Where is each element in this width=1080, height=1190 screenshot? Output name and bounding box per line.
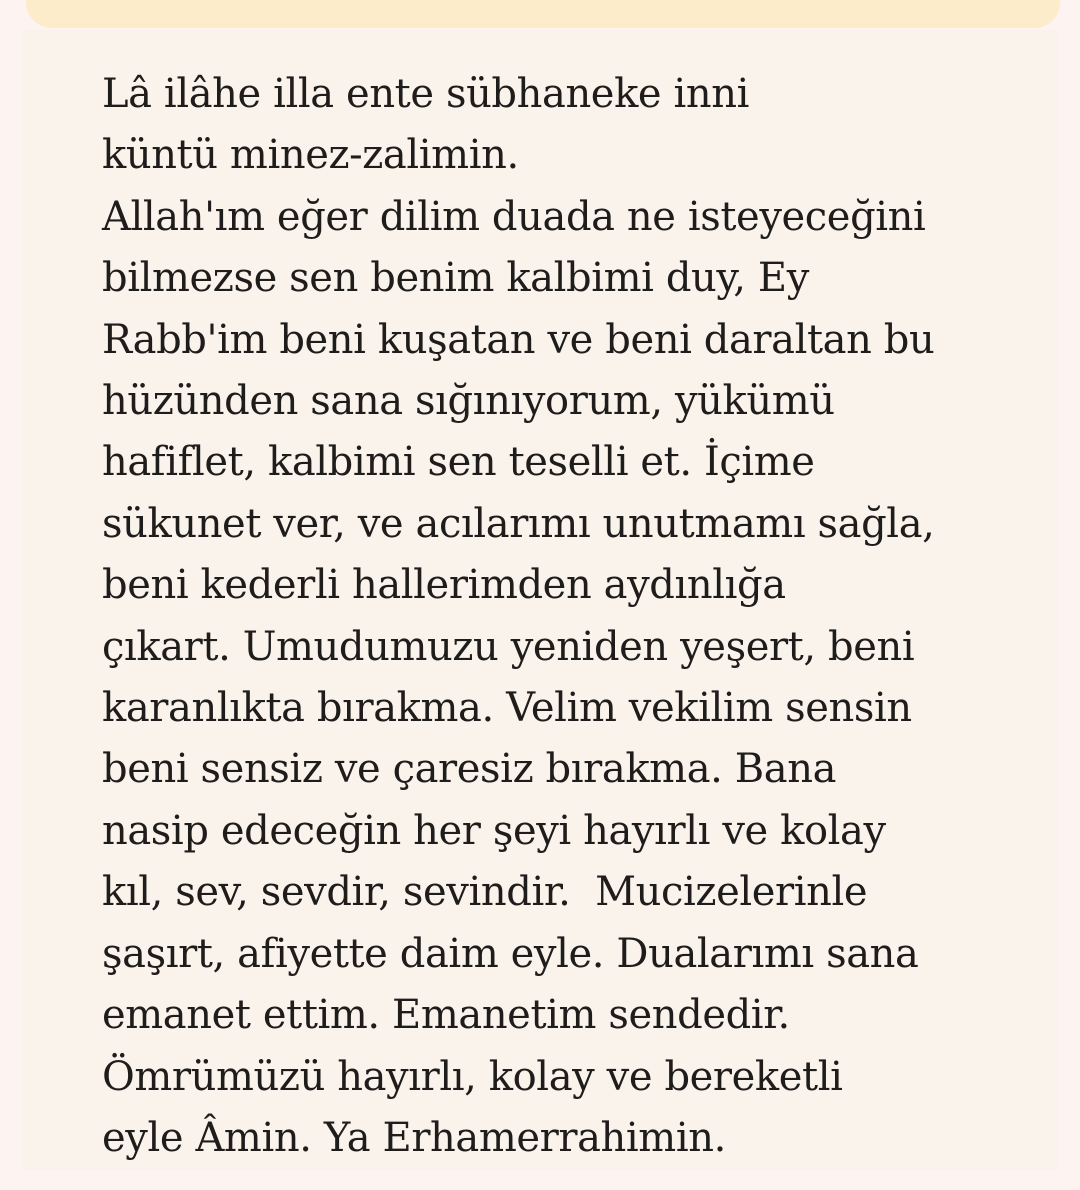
prayer-line-12: beni sensiz ve çaresiz bırakma. Bana	[102, 746, 837, 793]
prayer-line-15: şaşırt, afiyette daim eyle. Dualarımı sana	[102, 930, 919, 977]
prayer-line-10: çıkart. Umudumuzu yeniden yeşert, beni	[102, 623, 915, 670]
prayer-line-3: Allah'ım eğer dilim duada ne isteyeceğini	[102, 193, 926, 240]
prayer-line-17: Ömrümüzü hayırlı, kolay ve bereketli	[102, 1053, 843, 1100]
prayer-line-9: beni kederli hallerimden aydınlığa	[102, 562, 786, 609]
prayer-line-11: karanlıkta bırakma. Velim vekilim sensin	[102, 685, 912, 732]
prayer-line-7: hafiflet, kalbimi sen teselli et. İçime	[102, 439, 815, 486]
prayer-line-4: bilmezse sen benim kalbimi duy, Ey	[102, 255, 809, 302]
prayer-line-2: küntü minez-zalimin.	[102, 132, 519, 179]
prayer-line-13: nasip edeceğin her şeyi hayırlı ve kolay	[102, 807, 886, 854]
prayer-line-5: Rabb'im beni kuşatan ve beni daraltan bu	[102, 316, 935, 363]
prayer-text	[102, 64, 1062, 1169]
prayer-line-6: hüzünden sana sığınıyorum, yükümü	[102, 378, 835, 425]
prayer-line-16: emanet ettim. Emanetim sendedir.	[102, 992, 790, 1039]
prayer-line-18: eyle Âmin. Ya Erhamerrahimin.	[102, 1114, 726, 1161]
prayer-line-14: kıl, sev, sevdir, sevindir. Mucizelerinle	[102, 869, 868, 916]
prayer-card	[22, 30, 1058, 1170]
prayer-line-8: sükunet ver, ve acılarımı unutmamı sağla,	[102, 500, 935, 547]
top-banner	[26, 0, 1060, 28]
prayer-line-1: Lâ ilâhe illa ente sübhaneke inni	[102, 71, 750, 117]
